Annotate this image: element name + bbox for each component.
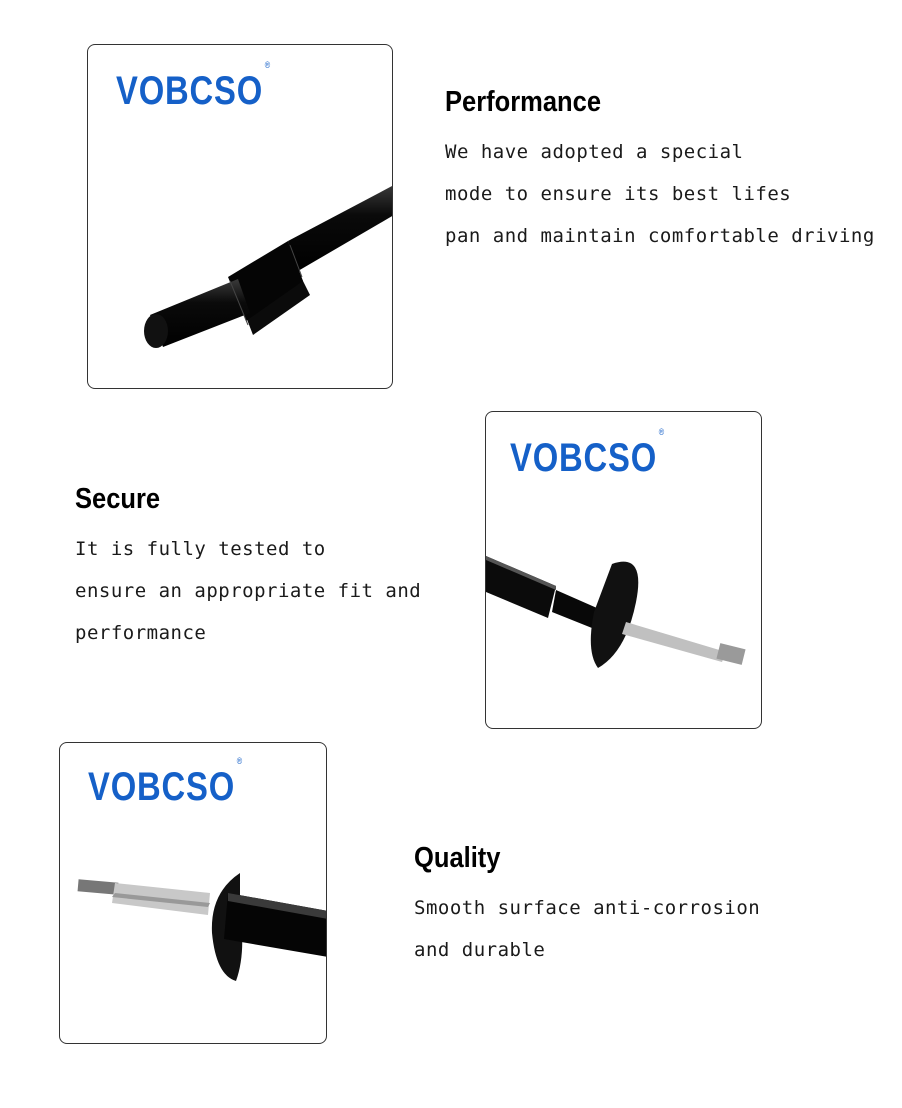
brand-name: VOBCSO [510, 436, 658, 480]
body-line: We have adopted a special [445, 141, 744, 163]
body-line: Smooth surface anti-corrosion [414, 897, 761, 919]
product-card-1 [87, 44, 393, 389]
section-title-performance: Performance [445, 86, 602, 118]
body-line: mode to ensure its best lifes [445, 183, 792, 205]
product-card-2 [485, 411, 762, 729]
section-body-performance [445, 131, 875, 257]
body-line: and durable [414, 939, 546, 961]
shock-absorber-image-1 [88, 45, 393, 389]
brand-name: VOBCSO [116, 69, 264, 113]
body-line: performance [75, 622, 207, 644]
section-body-quality [414, 887, 760, 971]
registered-mark: ® [236, 755, 243, 766]
shock-absorber-image-3 [60, 743, 327, 1044]
body-line: It is fully tested to [75, 538, 326, 560]
registered-mark: ® [264, 59, 271, 70]
brand-name: VOBCSO [88, 765, 236, 809]
product-card-3 [59, 742, 327, 1044]
registered-mark: ® [658, 426, 665, 437]
section-title-quality: Quality [414, 842, 501, 874]
section-body-secure [75, 528, 421, 654]
body-line: ensure an appropriate fit and [75, 580, 422, 602]
shock-absorber-image-2 [486, 412, 762, 729]
section-title-secure: Secure [75, 483, 161, 515]
body-line: pan and maintain comfortable driving [445, 225, 875, 247]
